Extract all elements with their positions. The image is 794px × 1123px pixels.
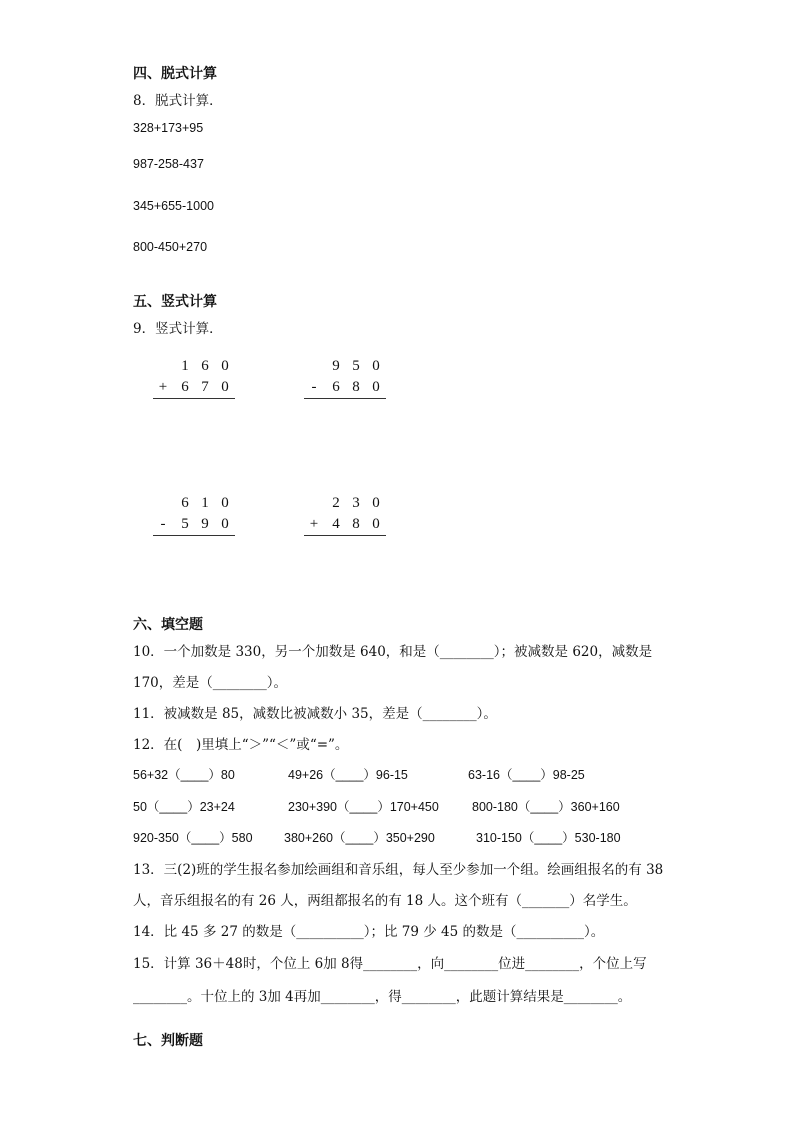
expression-1: 328+173+95 — [133, 121, 204, 135]
digit: 0 — [372, 358, 380, 374]
digit: 6 — [201, 358, 209, 374]
compare-2-2: 230+390（____）170+450 — [288, 800, 439, 814]
digit: 0 — [221, 495, 229, 511]
digit: 5 — [352, 358, 360, 374]
operator: + — [309, 516, 319, 532]
question-13-line-2: 人，音乐组报名的有 26 人，两组都报名的有 18 人。这个班有（_______）名学生。 — [133, 893, 637, 909]
sum-line — [153, 398, 235, 399]
question-15-line-2: ________。十位上的 3加 4再加________，得________，此题计算结果是________。 — [133, 989, 632, 1005]
digit: 4 — [332, 516, 340, 532]
digit: 0 — [372, 379, 380, 395]
operator: - — [311, 379, 317, 395]
digit: 0 — [221, 516, 229, 532]
question-12: 12．在( )里填上“＞”“＜”或“=”。 — [133, 737, 349, 753]
expression-2: 987-258-437 — [133, 157, 204, 171]
section-6-title: 六、填空题 — [133, 617, 203, 633]
question-10-line-2: 170，差是（________）。 — [133, 675, 288, 691]
digit: 0 — [372, 495, 380, 511]
sum-line — [304, 535, 386, 536]
digit: 6 — [181, 379, 189, 395]
question-8: 8．脱式计算． — [133, 93, 223, 109]
digit: 0 — [372, 516, 380, 532]
digit: 3 — [352, 495, 360, 511]
section-5-title: 五、竖式计算 — [133, 294, 217, 310]
question-10-line-1: 10．一个加数是 330，另一个加数是 640，和是（________）；被减数是 620，减数是 — [133, 644, 653, 660]
digit: 6 — [332, 379, 340, 395]
expression-3: 345+655-1000 — [133, 199, 214, 213]
digit: 9 — [332, 358, 340, 374]
compare-3-3: 310-150（____）530-180 — [476, 831, 621, 845]
question-9: 9．竖式计算． — [133, 321, 223, 337]
compare-3-2: 380+260（____）350+290 — [284, 831, 435, 845]
compare-1-1: 56+32（____）80 — [133, 768, 235, 782]
compare-2-1: 50（____）23+24 — [133, 800, 235, 814]
digit: 2 — [332, 495, 340, 511]
digit: 6 — [181, 495, 189, 511]
digit: 5 — [181, 516, 189, 532]
digit: 8 — [352, 516, 360, 532]
question-14: 14．比 45 多 27 的数是（__________）；比 79 少 45 的数是（__________）。 — [133, 924, 605, 940]
operator: + — [158, 379, 168, 395]
compare-3-1: 920-350（____）580 — [133, 831, 253, 845]
question-11: 11．被减数是 85，减数比被减数小 35，差是（________）。 — [133, 706, 497, 722]
compare-1-3: 63-16（____）98-25 — [468, 768, 585, 782]
digit: 1 — [181, 358, 189, 374]
digit: 0 — [221, 379, 229, 395]
digit: 7 — [201, 379, 209, 395]
question-13-line-1: 13．三(2)班的学生报名参加绘画组和音乐组，每人至少参加一个组。绘画组报名的有 38 — [133, 862, 664, 878]
sum-line — [304, 398, 386, 399]
sum-line — [153, 535, 235, 536]
digit: 1 — [201, 495, 209, 511]
digit: 9 — [201, 516, 209, 532]
section-4-title: 四、脱式计算 — [133, 66, 217, 82]
digit: 0 — [221, 358, 229, 374]
expression-4: 800-450+270 — [133, 240, 208, 254]
section-7-title: 七、判断题 — [133, 1033, 203, 1049]
compare-1-2: 49+26（____）96-15 — [288, 768, 408, 782]
compare-2-3: 800-180（____）360+160 — [472, 800, 620, 814]
question-15-line-1: 15．计算 36＋48时，个位上 6加 8得________，向________位进________，个位上写 — [133, 956, 647, 972]
digit: 8 — [352, 379, 360, 395]
operator: - — [160, 516, 166, 532]
